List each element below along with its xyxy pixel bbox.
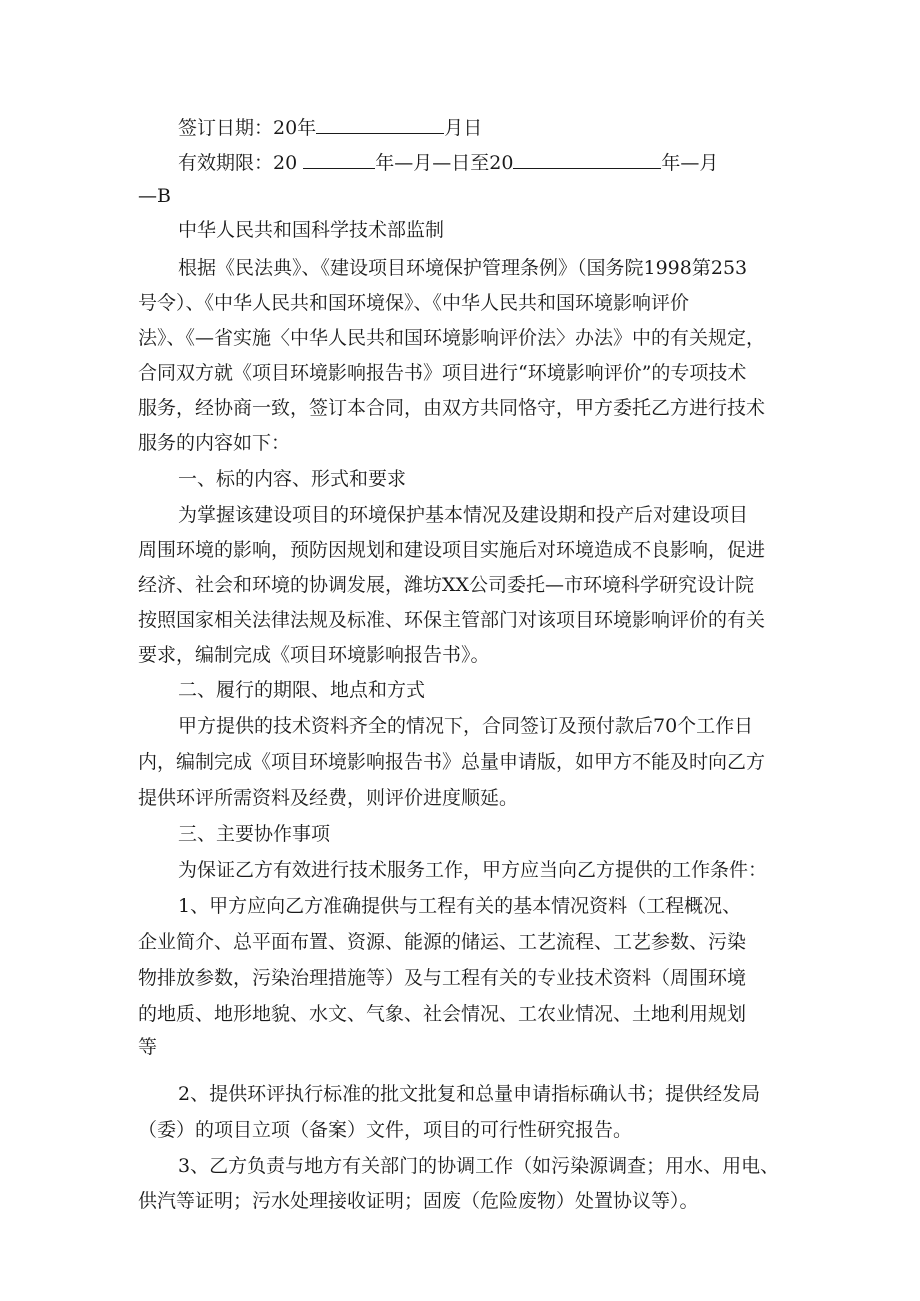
preamble-line: 法》、《—省实施〈中华人民共和国环境影响评价法〉办法》中的有关规定， <box>138 327 766 349</box>
section-line: （委）的项目立项（备案）文件，项目的可行性研究报告。 <box>138 1119 633 1141</box>
preamble-line: 服务的内容如下： <box>138 432 291 454</box>
section-line: 经济、社会和环境的协调发展，潍坊XX公司委托—市环境科学研究设计院 <box>138 574 755 596</box>
sign-date-line <box>178 115 482 141</box>
preamble-line: 服务，经协商一致，签订本合同，由双方共同恪守，甲方委托乙方进行技术 <box>138 397 766 419</box>
sign-date-suffix: 月日 <box>444 117 483 139</box>
section-line: 2、提供环评执行标准的批文批复和总量申请指标确认书；提供经发局 <box>178 1083 761 1105</box>
section-line: 的地质、地形地貌、水文、气象、社会情况、工农业情况、土地利用规划 <box>138 1003 747 1025</box>
validity-line <box>178 150 718 176</box>
validity-suffix: 年—月 <box>661 152 719 174</box>
validity-label: 有效期限：20 <box>178 152 298 174</box>
section-line: 企业简介、总平面布置、资源、能源的储运、工艺流程、工艺参数、污染 <box>138 931 747 953</box>
section-line: 为保证乙方有效进行技术服务工作，甲方应当向乙方提供的工作条件： <box>178 859 768 881</box>
preamble-line: 号令）、《中华人民共和国环境保》、《中华人民共和国环境影响评价 <box>138 292 690 314</box>
section-line: 1、甲方应向乙方准确提供与工程有关的基本情况资料（工程概况、 <box>178 895 742 917</box>
section-line: 甲方提供的技术资料齐全的情况下，合同签订及预付款后70个工作日 <box>178 715 754 737</box>
preamble-line: 根据《民法典》、《建设项目环境保护管理条例》（国务院1998第253 <box>178 257 748 279</box>
section-line: 周围环境的影响，预防因规划和建设项目实施后对环境造成不良影响，促进 <box>138 539 766 561</box>
section-line: 物排放参数，污染治理措施等）及与工程有关的专业技术资料（周围环境 <box>138 967 747 989</box>
section-line: 等 <box>138 1036 158 1058</box>
validity-line-2: —B <box>138 185 171 207</box>
validity-blank-1[interactable] <box>303 150 375 169</box>
section-heading: 二、履行的期限、地点和方式 <box>178 679 426 701</box>
validity-blank-2[interactable] <box>513 150 661 169</box>
preamble-line: 合同双方就《项目环境影响报告书》项目进行“环境影响评价”的专项技术 <box>138 362 747 384</box>
supervisor-line: 中华人民共和国科学技术部监制 <box>178 219 445 241</box>
section-line: 为掌握该建设项目的环境保护基本情况及建设期和投产后对建设项目 <box>178 504 749 526</box>
validity-middle: 年—月—日至20 <box>375 152 514 174</box>
sign-date-label: 签订日期：20年 <box>178 117 317 139</box>
section-line: 提供环评所需资料及经费，则评价进度顺延。 <box>138 787 519 809</box>
section-line: 按照国家相关法律法规及标准、环保主管部门对该项目环境影响评价的有关 <box>138 609 766 631</box>
section-heading: 一、标的内容、形式和要求 <box>178 468 407 490</box>
sign-date-blank[interactable] <box>316 115 444 134</box>
section-line: 要求，编制完成《项目环境影响报告书》。 <box>138 644 490 666</box>
section-line: 内，编制完成《项目环境影响报告书》总量申请版，如甲方不能及时向乙方 <box>138 751 766 773</box>
section-heading: 三、主要协作事项 <box>178 823 331 845</box>
section-line: 3、乙方负责与地方有关部门的协调工作（如污染源调查；用水、用电、 <box>178 1155 780 1177</box>
section-line: 供汽等证明；污水处理接收证明；固废（危险废物）处置协议等）。 <box>138 1190 699 1212</box>
